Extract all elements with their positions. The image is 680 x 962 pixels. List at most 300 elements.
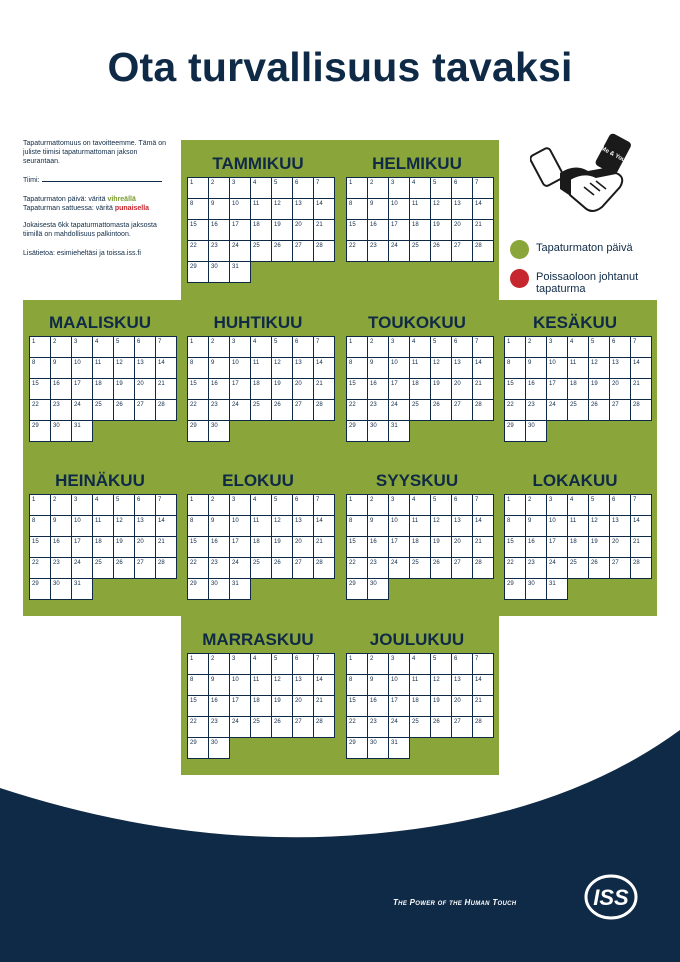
- day-cell[interactable]: 21: [630, 378, 652, 400]
- day-cell[interactable]: 15: [346, 536, 368, 558]
- day-cell[interactable]: 3: [71, 494, 93, 516]
- day-cell[interactable]: 29: [346, 737, 368, 759]
- day-cell[interactable]: 22: [346, 240, 368, 262]
- day-cell[interactable]: 26: [430, 716, 452, 738]
- day-cell[interactable]: 24: [229, 240, 251, 262]
- day-cell[interactable]: 28: [155, 399, 177, 421]
- day-cell[interactable]: 19: [113, 378, 135, 400]
- day-cell[interactable]: 25: [92, 399, 114, 421]
- day-cell[interactable]: 30: [208, 578, 230, 600]
- day-cell[interactable]: 18: [409, 219, 431, 241]
- day-cell[interactable]: 28: [155, 557, 177, 579]
- day-cell[interactable]: 13: [451, 515, 473, 537]
- day-cell[interactable]: 22: [29, 399, 51, 421]
- day-cell[interactable]: 16: [208, 219, 230, 241]
- day-cell[interactable]: 5: [588, 494, 610, 516]
- day-cell[interactable]: 27: [609, 399, 631, 421]
- day-cell[interactable]: 9: [50, 357, 72, 379]
- day-cell[interactable]: 1: [346, 336, 368, 358]
- day-cell[interactable]: 16: [208, 695, 230, 717]
- day-cell[interactable]: 5: [271, 336, 293, 358]
- day-cell[interactable]: 3: [388, 336, 410, 358]
- day-cell[interactable]: 27: [609, 557, 631, 579]
- day-cell[interactable]: 26: [430, 557, 452, 579]
- day-cell[interactable]: 17: [229, 378, 251, 400]
- day-cell[interactable]: 21: [472, 695, 494, 717]
- day-cell[interactable]: 1: [504, 336, 526, 358]
- day-cell[interactable]: 30: [367, 737, 389, 759]
- day-cell[interactable]: 5: [271, 177, 293, 199]
- day-cell[interactable]: 6: [292, 494, 314, 516]
- day-cell[interactable]: 4: [409, 177, 431, 199]
- day-cell[interactable]: 12: [271, 198, 293, 220]
- day-cell[interactable]: 16: [367, 536, 389, 558]
- day-cell[interactable]: 23: [367, 399, 389, 421]
- day-cell[interactable]: 8: [346, 515, 368, 537]
- day-cell[interactable]: 12: [430, 515, 452, 537]
- day-cell[interactable]: 26: [271, 399, 293, 421]
- day-cell[interactable]: 24: [546, 557, 568, 579]
- day-cell[interactable]: 2: [50, 494, 72, 516]
- day-cell[interactable]: 5: [430, 494, 452, 516]
- day-cell[interactable]: 29: [504, 578, 526, 600]
- day-cell[interactable]: 6: [451, 336, 473, 358]
- day-cell[interactable]: 16: [525, 378, 547, 400]
- day-cell[interactable]: 23: [50, 399, 72, 421]
- day-cell[interactable]: 13: [451, 198, 473, 220]
- day-cell[interactable]: 12: [588, 357, 610, 379]
- day-cell[interactable]: 23: [367, 557, 389, 579]
- day-cell[interactable]: 18: [567, 378, 589, 400]
- day-cell[interactable]: 31: [71, 578, 93, 600]
- day-cell[interactable]: 20: [292, 536, 314, 558]
- day-cell[interactable]: 13: [451, 357, 473, 379]
- day-cell[interactable]: 11: [409, 357, 431, 379]
- day-cell[interactable]: 10: [388, 674, 410, 696]
- day-cell[interactable]: 9: [208, 198, 230, 220]
- day-cell[interactable]: 11: [567, 515, 589, 537]
- day-cell[interactable]: 14: [313, 357, 335, 379]
- day-cell[interactable]: 3: [71, 336, 93, 358]
- day-cell[interactable]: 19: [271, 219, 293, 241]
- day-cell[interactable]: 1: [29, 336, 51, 358]
- day-cell[interactable]: 7: [313, 177, 335, 199]
- day-cell[interactable]: 13: [134, 357, 156, 379]
- day-cell[interactable]: 4: [92, 494, 114, 516]
- day-cell[interactable]: 8: [504, 515, 526, 537]
- day-cell[interactable]: 20: [292, 378, 314, 400]
- day-cell[interactable]: 11: [92, 357, 114, 379]
- day-cell[interactable]: 10: [546, 515, 568, 537]
- day-cell[interactable]: 20: [292, 695, 314, 717]
- day-cell[interactable]: 14: [630, 515, 652, 537]
- day-cell[interactable]: 20: [292, 219, 314, 241]
- day-cell[interactable]: 1: [29, 494, 51, 516]
- day-cell[interactable]: 11: [567, 357, 589, 379]
- day-cell[interactable]: 28: [313, 240, 335, 262]
- day-cell[interactable]: 15: [346, 378, 368, 400]
- day-cell[interactable]: 3: [229, 494, 251, 516]
- day-cell[interactable]: 16: [50, 536, 72, 558]
- day-cell[interactable]: 30: [367, 420, 389, 442]
- day-cell[interactable]: 29: [29, 578, 51, 600]
- day-cell[interactable]: 22: [187, 716, 209, 738]
- day-cell[interactable]: 15: [187, 219, 209, 241]
- day-cell[interactable]: 27: [451, 716, 473, 738]
- day-cell[interactable]: 11: [250, 515, 272, 537]
- day-cell[interactable]: 9: [525, 357, 547, 379]
- day-cell[interactable]: 2: [367, 336, 389, 358]
- day-cell[interactable]: 1: [187, 177, 209, 199]
- day-cell[interactable]: 27: [134, 557, 156, 579]
- day-cell[interactable]: 27: [451, 557, 473, 579]
- day-cell[interactable]: 12: [271, 357, 293, 379]
- day-cell[interactable]: 25: [409, 716, 431, 738]
- day-cell[interactable]: 11: [409, 674, 431, 696]
- day-cell[interactable]: 2: [367, 494, 389, 516]
- day-cell[interactable]: 26: [430, 240, 452, 262]
- day-cell[interactable]: 10: [71, 357, 93, 379]
- day-cell[interactable]: 18: [250, 219, 272, 241]
- day-cell[interactable]: 25: [409, 557, 431, 579]
- day-cell[interactable]: 3: [229, 336, 251, 358]
- day-cell[interactable]: 19: [271, 536, 293, 558]
- day-cell[interactable]: 29: [187, 261, 209, 283]
- day-cell[interactable]: 16: [208, 378, 230, 400]
- day-cell[interactable]: 30: [50, 578, 72, 600]
- day-cell[interactable]: 25: [250, 399, 272, 421]
- day-cell[interactable]: 15: [187, 536, 209, 558]
- day-cell[interactable]: 10: [388, 515, 410, 537]
- day-cell[interactable]: 13: [451, 674, 473, 696]
- day-cell[interactable]: 28: [630, 399, 652, 421]
- day-cell[interactable]: 14: [472, 515, 494, 537]
- day-cell[interactable]: 20: [451, 536, 473, 558]
- day-cell[interactable]: 28: [472, 716, 494, 738]
- day-cell[interactable]: 9: [367, 198, 389, 220]
- day-cell[interactable]: 1: [187, 494, 209, 516]
- day-cell[interactable]: 29: [346, 578, 368, 600]
- day-cell[interactable]: 11: [250, 198, 272, 220]
- day-cell[interactable]: 7: [313, 336, 335, 358]
- day-cell[interactable]: 27: [134, 399, 156, 421]
- day-cell[interactable]: 15: [187, 695, 209, 717]
- day-cell[interactable]: 6: [609, 336, 631, 358]
- day-cell[interactable]: 11: [409, 515, 431, 537]
- day-cell[interactable]: 8: [346, 198, 368, 220]
- day-cell[interactable]: 7: [630, 336, 652, 358]
- day-cell[interactable]: 14: [472, 674, 494, 696]
- day-cell[interactable]: 30: [208, 737, 230, 759]
- day-cell[interactable]: 8: [187, 198, 209, 220]
- day-cell[interactable]: 26: [430, 399, 452, 421]
- day-cell[interactable]: 29: [346, 420, 368, 442]
- day-cell[interactable]: 26: [113, 557, 135, 579]
- day-cell[interactable]: 23: [208, 716, 230, 738]
- day-cell[interactable]: 12: [113, 515, 135, 537]
- day-cell[interactable]: 12: [271, 515, 293, 537]
- day-cell[interactable]: 9: [208, 357, 230, 379]
- day-cell[interactable]: 14: [313, 674, 335, 696]
- day-cell[interactable]: 11: [92, 515, 114, 537]
- day-cell[interactable]: 5: [271, 494, 293, 516]
- day-cell[interactable]: 18: [250, 378, 272, 400]
- day-cell[interactable]: 17: [388, 695, 410, 717]
- day-cell[interactable]: 5: [430, 653, 452, 675]
- day-cell[interactable]: 4: [92, 336, 114, 358]
- day-cell[interactable]: 29: [187, 578, 209, 600]
- day-cell[interactable]: 30: [50, 420, 72, 442]
- day-cell[interactable]: 4: [250, 336, 272, 358]
- day-cell[interactable]: 21: [472, 219, 494, 241]
- day-cell[interactable]: 16: [50, 378, 72, 400]
- day-cell[interactable]: 7: [313, 494, 335, 516]
- day-cell[interactable]: 27: [292, 240, 314, 262]
- day-cell[interactable]: 20: [609, 536, 631, 558]
- day-cell[interactable]: 8: [187, 674, 209, 696]
- day-cell[interactable]: 16: [525, 536, 547, 558]
- day-cell[interactable]: 22: [187, 240, 209, 262]
- day-cell[interactable]: 28: [472, 399, 494, 421]
- day-cell[interactable]: 15: [346, 219, 368, 241]
- day-cell[interactable]: 5: [113, 336, 135, 358]
- day-cell[interactable]: 13: [292, 515, 314, 537]
- day-cell[interactable]: 24: [388, 240, 410, 262]
- day-cell[interactable]: 8: [187, 357, 209, 379]
- day-cell[interactable]: 19: [271, 695, 293, 717]
- day-cell[interactable]: 4: [567, 494, 589, 516]
- day-cell[interactable]: 10: [229, 198, 251, 220]
- day-cell[interactable]: 10: [388, 198, 410, 220]
- day-cell[interactable]: 6: [451, 653, 473, 675]
- day-cell[interactable]: 10: [229, 515, 251, 537]
- day-cell[interactable]: 8: [346, 674, 368, 696]
- day-cell[interactable]: 21: [313, 378, 335, 400]
- day-cell[interactable]: 7: [472, 653, 494, 675]
- day-cell[interactable]: 31: [388, 420, 410, 442]
- day-cell[interactable]: 17: [229, 695, 251, 717]
- day-cell[interactable]: 1: [346, 653, 368, 675]
- day-cell[interactable]: 4: [409, 494, 431, 516]
- day-cell[interactable]: 14: [472, 357, 494, 379]
- day-cell[interactable]: 30: [208, 261, 230, 283]
- day-cell[interactable]: 16: [367, 219, 389, 241]
- day-cell[interactable]: 24: [229, 716, 251, 738]
- day-cell[interactable]: 18: [409, 378, 431, 400]
- day-cell[interactable]: 26: [271, 557, 293, 579]
- day-cell[interactable]: 1: [346, 494, 368, 516]
- day-cell[interactable]: 25: [250, 716, 272, 738]
- day-cell[interactable]: 20: [609, 378, 631, 400]
- day-cell[interactable]: 17: [546, 378, 568, 400]
- day-cell[interactable]: 7: [630, 494, 652, 516]
- day-cell[interactable]: 3: [229, 177, 251, 199]
- day-cell[interactable]: 22: [187, 557, 209, 579]
- day-cell[interactable]: 2: [367, 653, 389, 675]
- day-cell[interactable]: 12: [271, 674, 293, 696]
- day-cell[interactable]: 24: [388, 716, 410, 738]
- day-cell[interactable]: 4: [250, 494, 272, 516]
- day-cell[interactable]: 14: [155, 357, 177, 379]
- day-cell[interactable]: 9: [208, 515, 230, 537]
- day-cell[interactable]: 24: [229, 557, 251, 579]
- day-cell[interactable]: 22: [504, 399, 526, 421]
- day-cell[interactable]: 6: [292, 336, 314, 358]
- day-cell[interactable]: 18: [250, 536, 272, 558]
- day-cell[interactable]: 19: [430, 378, 452, 400]
- day-cell[interactable]: 16: [367, 695, 389, 717]
- day-cell[interactable]: 7: [155, 336, 177, 358]
- day-cell[interactable]: 26: [113, 399, 135, 421]
- day-cell[interactable]: 26: [271, 240, 293, 262]
- day-cell[interactable]: 22: [29, 557, 51, 579]
- day-cell[interactable]: 24: [71, 399, 93, 421]
- day-cell[interactable]: 29: [187, 420, 209, 442]
- day-cell[interactable]: 3: [388, 653, 410, 675]
- day-cell[interactable]: 12: [430, 198, 452, 220]
- day-cell[interactable]: 22: [346, 716, 368, 738]
- day-cell[interactable]: 25: [409, 240, 431, 262]
- day-cell[interactable]: 6: [451, 177, 473, 199]
- day-cell[interactable]: 9: [367, 357, 389, 379]
- day-cell[interactable]: 13: [134, 515, 156, 537]
- day-cell[interactable]: 7: [472, 494, 494, 516]
- day-cell[interactable]: 19: [588, 536, 610, 558]
- day-cell[interactable]: 25: [409, 399, 431, 421]
- day-cell[interactable]: 17: [388, 219, 410, 241]
- day-cell[interactable]: 7: [313, 653, 335, 675]
- day-cell[interactable]: 25: [567, 399, 589, 421]
- day-cell[interactable]: 28: [313, 557, 335, 579]
- day-cell[interactable]: 28: [472, 557, 494, 579]
- day-cell[interactable]: 26: [271, 716, 293, 738]
- day-cell[interactable]: 26: [588, 557, 610, 579]
- day-cell[interactable]: 31: [71, 420, 93, 442]
- day-cell[interactable]: 9: [367, 674, 389, 696]
- day-cell[interactable]: 13: [292, 674, 314, 696]
- day-cell[interactable]: 3: [388, 494, 410, 516]
- day-cell[interactable]: 31: [388, 737, 410, 759]
- day-cell[interactable]: 19: [430, 536, 452, 558]
- day-cell[interactable]: 15: [29, 536, 51, 558]
- day-cell[interactable]: 23: [367, 240, 389, 262]
- day-cell[interactable]: 10: [229, 674, 251, 696]
- day-cell[interactable]: 10: [71, 515, 93, 537]
- day-cell[interactable]: 2: [208, 177, 230, 199]
- day-cell[interactable]: 21: [472, 536, 494, 558]
- day-cell[interactable]: 19: [588, 378, 610, 400]
- day-cell[interactable]: 11: [250, 674, 272, 696]
- day-cell[interactable]: 8: [29, 515, 51, 537]
- day-cell[interactable]: 27: [292, 716, 314, 738]
- day-cell[interactable]: 20: [134, 378, 156, 400]
- day-cell[interactable]: 9: [208, 674, 230, 696]
- day-cell[interactable]: 23: [208, 240, 230, 262]
- day-cell[interactable]: 15: [187, 378, 209, 400]
- day-cell[interactable]: 20: [451, 219, 473, 241]
- day-cell[interactable]: 30: [367, 578, 389, 600]
- day-cell[interactable]: 9: [50, 515, 72, 537]
- day-cell[interactable]: 15: [29, 378, 51, 400]
- day-cell[interactable]: 3: [546, 336, 568, 358]
- day-cell[interactable]: 21: [472, 378, 494, 400]
- day-cell[interactable]: 8: [187, 515, 209, 537]
- day-cell[interactable]: 23: [525, 399, 547, 421]
- day-cell[interactable]: 29: [504, 420, 526, 442]
- day-cell[interactable]: 6: [292, 653, 314, 675]
- day-cell[interactable]: 7: [472, 177, 494, 199]
- day-cell[interactable]: 17: [229, 536, 251, 558]
- day-cell[interactable]: 5: [430, 336, 452, 358]
- day-cell[interactable]: 4: [250, 177, 272, 199]
- day-cell[interactable]: 10: [229, 357, 251, 379]
- day-cell[interactable]: 19: [430, 695, 452, 717]
- day-cell[interactable]: 21: [155, 378, 177, 400]
- day-cell[interactable]: 15: [504, 378, 526, 400]
- day-cell[interactable]: 25: [250, 240, 272, 262]
- day-cell[interactable]: 8: [29, 357, 51, 379]
- day-cell[interactable]: 20: [451, 378, 473, 400]
- day-cell[interactable]: 2: [367, 177, 389, 199]
- day-cell[interactable]: 17: [229, 219, 251, 241]
- day-cell[interactable]: 12: [430, 357, 452, 379]
- day-cell[interactable]: 30: [208, 420, 230, 442]
- day-cell[interactable]: 24: [388, 399, 410, 421]
- day-cell[interactable]: 20: [451, 695, 473, 717]
- day-cell[interactable]: 21: [313, 536, 335, 558]
- day-cell[interactable]: 26: [588, 399, 610, 421]
- day-cell[interactable]: 1: [346, 177, 368, 199]
- day-cell[interactable]: 8: [504, 357, 526, 379]
- day-cell[interactable]: 7: [155, 494, 177, 516]
- day-cell[interactable]: 23: [208, 557, 230, 579]
- day-cell[interactable]: 5: [113, 494, 135, 516]
- day-cell[interactable]: 2: [50, 336, 72, 358]
- day-cell[interactable]: 19: [271, 378, 293, 400]
- day-cell[interactable]: 23: [367, 716, 389, 738]
- day-cell[interactable]: 17: [71, 378, 93, 400]
- day-cell[interactable]: 21: [155, 536, 177, 558]
- day-cell[interactable]: 18: [567, 536, 589, 558]
- day-cell[interactable]: 2: [525, 494, 547, 516]
- day-cell[interactable]: 29: [29, 420, 51, 442]
- day-cell[interactable]: 3: [388, 177, 410, 199]
- day-cell[interactable]: 4: [250, 653, 272, 675]
- day-cell[interactable]: 24: [71, 557, 93, 579]
- day-cell[interactable]: 10: [546, 357, 568, 379]
- day-cell[interactable]: 12: [113, 357, 135, 379]
- day-cell[interactable]: 27: [292, 399, 314, 421]
- day-cell[interactable]: 5: [271, 653, 293, 675]
- day-cell[interactable]: 5: [588, 336, 610, 358]
- day-cell[interactable]: 18: [409, 536, 431, 558]
- day-cell[interactable]: 4: [409, 336, 431, 358]
- day-cell[interactable]: 22: [504, 557, 526, 579]
- day-cell[interactable]: 20: [134, 536, 156, 558]
- day-cell[interactable]: 13: [609, 357, 631, 379]
- day-cell[interactable]: 3: [546, 494, 568, 516]
- day-cell[interactable]: 15: [346, 695, 368, 717]
- day-cell[interactable]: 22: [346, 557, 368, 579]
- day-cell[interactable]: 9: [367, 515, 389, 537]
- day-cell[interactable]: 18: [92, 536, 114, 558]
- day-cell[interactable]: 21: [313, 219, 335, 241]
- day-cell[interactable]: 27: [292, 557, 314, 579]
- day-cell[interactable]: 15: [504, 536, 526, 558]
- day-cell[interactable]: 10: [388, 357, 410, 379]
- day-cell[interactable]: 23: [208, 399, 230, 421]
- day-cell[interactable]: 22: [187, 399, 209, 421]
